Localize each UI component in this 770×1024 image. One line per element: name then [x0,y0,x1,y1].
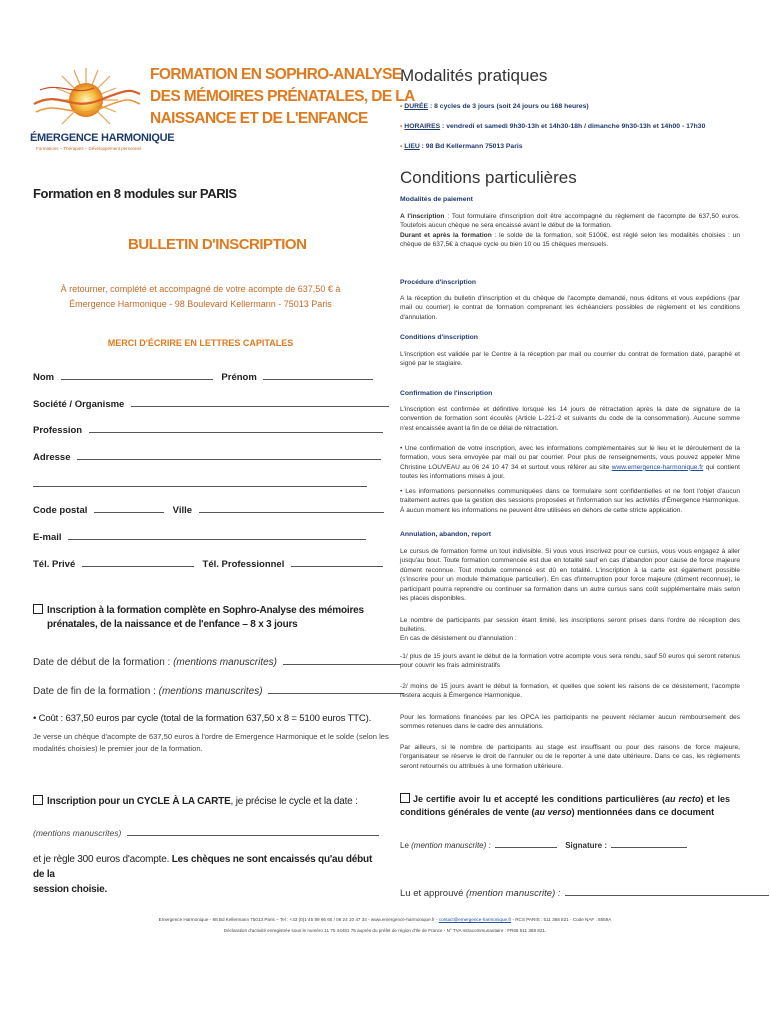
le-input[interactable] [495,838,557,848]
confirmation-link[interactable]: www.emergence-harmonique.fr [611,463,704,471]
date-debut-row [33,655,401,668]
regle-normal: et je règle 300 euros d'acompte. [33,854,170,865]
date-signature-row [400,838,687,850]
carte-mention-row [33,826,379,838]
conditions-title: Conditions particulières [400,168,577,187]
duree-label: DURÉE [404,103,429,110]
logo [30,60,175,158]
sun-logo-icon [30,60,142,140]
lu-mention: (mention manuscrite) : [466,888,561,899]
profession-row [33,423,383,436]
org-name: ÉMERGENCE HARMONIQUE [30,132,175,144]
ville-label: Ville [172,505,193,516]
option-carte-checkbox[interactable] [33,795,43,805]
nom-row [33,370,373,383]
title-line-1: FORMATION EN SOPHRO-ANALYSE [150,66,402,83]
horaires-text: : vendredi et samedi 9h30-13h et 14h30-18h / dimanche 9h30-13h et 14h00 - 17h30 [440,123,706,130]
modalites-list [400,97,745,157]
adresse-row [33,450,381,463]
duree-item: • DURÉE : 8 cycles de 3 jours (soit 24 jours ou 168 heures) [400,103,589,110]
option-full-formation [33,604,373,632]
regle-text [33,852,378,897]
adresse-label: Adresse [33,452,71,463]
profession-input[interactable] [89,423,383,433]
option-full-line-1: Inscription à la formation complète en Sophro-Analyse des mémoires [47,605,364,616]
tel-prive-input[interactable] [82,557,194,567]
annulation-p4: -1/ plus de 15 jours avant le début de la formation votre acompte vous sera rendu, sauf 50 euros qui seront retenus pour couvrir les frais administratifs [400,653,740,670]
certify-c: ) mentionnées dans ce document [571,807,715,817]
confirmation-p2 [400,444,740,482]
footer-line-2: Déclaration d'activité enregistrée sous le numéro 11 75 44481 75 auprès du préfet de région d'Ile de France - N° TVA Intracommunautaire : FR65 511 368 821. [223,928,547,933]
annulation-p5: -2/ moins de 15 jours avant le début la formation, et quelles que soient les raisons de ce désistement, l'acompte restera acquis à Émergence Harmonique. [400,683,740,700]
confirmation-p3: • Les informations personnelles communiquées dans ce formulaire sont confidentielles et ne font l'objet d'aucun traitement autres que la gestion des sessions proposées et l'information sur les activités d'Émergence Harmonique. À aucun moment les informations ne peuvent être utilisées en dehors de cette stricte application. [400,488,740,514]
lieu-label: LIEU [404,143,420,150]
cheque-line-2: modalités choisies) le premier jour de la formation. [33,744,203,753]
paiement-p1: : Tout formulaire d'inscription doit être accompagné du règlement de l'acompte de 637,50 euros. Toutefois aucun chèque ne sera encaissé avant le début de la formation. [400,213,740,230]
return-instructions [33,282,368,312]
le-mention: (mention manuscrite) : [411,841,491,850]
duree-text: : 8 cycles de 3 jours (soit 24 jours ou 168 heures) [428,103,589,110]
footer-email-link[interactable]: contact@emergence-harmonique.fr [438,917,512,922]
profession-label: Profession [33,425,83,436]
annulation-p1: Le cursus de formation forme un tout indivisible. Si vous vous inscrivez pour ce cursus, vous vous engagez à aller jusqu'au bout. Toute formation commencée est due en totalité sauf en cas d'abandon pour cause de force majeure dûment reconnue. Tout module commencé est dû en totalité. L'inscription à la carte est également possible (s'inscrire pour un module thématique particulier). En cas d'interruption pour force majeure (dûment reconnue), le participant pourra reprendre ou continuer sa formation dans un autre cursus sans coût supplémentaire mais selon les places disponibles. [400,548,740,603]
title-line-2: DES MÉMOIRES PRÉNATALES, DE LA [150,88,415,105]
date-debut-input[interactable] [283,655,401,665]
cout-text: • Coût : 637,50 euros par cycle (total de la formation 637,50 x 8 = 5100 euros TTC). [33,713,372,724]
ville-input[interactable] [199,503,384,513]
carte-input[interactable] [127,826,379,836]
adresse-input[interactable] [77,450,381,460]
certify-a: Je certifie avoir lu et accepté les conditions particulières ( [413,794,665,804]
confirmation-p2-a: • Une confirmation de votre inscription, avec les informations complémentaires sur le lieu et le déroulement de la formation, vous sera envoyée par mail ou par courrier. Pour plus de renseignements, vous pouvez appeler Mme Christine LOUVEAU au 06 24 10 47 34 et surtout vous référer au site [400,445,740,471]
procedure-title: Procédure d'inscription [400,279,477,286]
date-fin-row [33,684,404,697]
annulation-p2: Le nombre de participants par session étant limité, les inscriptions seront prises dans l'ordre de réception des bulletins. [400,617,740,634]
email-row [33,530,366,543]
option-carte-bold: Inscription pour un CYCLE À LA CARTE [47,796,231,807]
page-title [150,64,415,130]
prenom-label: Prénom [221,372,257,383]
footer-line-1-a: Emergence Harmonique - 98 Bd Kellermann 75013 Paris – Tel : +33 (0)1 45 89 66 60 / 06 24 10 47 34 - www.emergence-harmonique.fr - [158,917,439,922]
return-line-1: À retourner, complété et accompagné de votre acompte de 637,50 € à [60,284,341,294]
signature-label: Signature : [565,841,607,850]
adresse-line-2[interactable] [33,486,367,487]
societe-label: Société / Organisme [33,399,125,410]
capitals-note: MERCI D'ÉCRIRE EN LETTRES CAPITALES [107,338,294,348]
procedure-text: A la réception du bulletin d'inscription et du chèque de l'acompte demandé, nous éditons et vous expédions (par mail ou courrier) le contrat de formation comprenant les échéanciers possibles de règlement et les conditions d'annulation. [400,295,740,321]
code-postal-row [33,503,384,516]
regle-bold-2: session choisie. [33,884,108,895]
paiement-p1-bold: A l'inscription [400,213,445,220]
lieu-item: • LIEU : 98 Bd Kellermann 75013 Paris [400,143,523,150]
certify-block [400,793,730,819]
horaires-label: HORAIRES [404,123,441,130]
tel-row [33,557,383,570]
confirmation-p2-b: qui contient toutes les informations mises à jour. [400,463,740,481]
date-debut-label: Date de début de la formation : [33,657,171,668]
societe-row [33,397,389,410]
org-tagline: Formations – Thérapies – Développement personnel [36,146,141,151]
confirmation-title: Confirmation de l'inscription [400,390,493,397]
conditions-insc-text: L'inscription est validée par le Centre à la réception par mail ou courrier du contrat de formation daté, paraphé et signé par le stagiaire. [400,351,740,368]
footer-line-1-b: - RCS PARIS : 511 368 821 - Code NAF : 8559A [511,917,612,922]
confirmation-p1: L'inscription est confirmée et définitive lorsque les 14 jours de rétractation après la date de signature de la convention de formation sont écoulés (Article L-221-2 et suivants du code de la consommation). Aucune somme n'est encaissée avant la fin de ce délai de rétractation. [400,406,740,432]
tel-pro-label: Tél. Professionnel [202,559,285,570]
certify-verso: au verso [534,807,572,817]
option-full-checkbox[interactable] [33,604,43,614]
title-line-3: NAISSANCE ET DE L'ENFANCE [150,110,368,127]
paiement-p2: : le solde de la formation, soit 5100€, est réglé selon les modalités choisies : un chèque de 637,5€ à chaque cycle ou bien 10 ou 15 chèques mensuels. [400,231,741,249]
date-debut-mention: (mentions manuscrites) [173,657,278,668]
annulation-p3: En cas de désistement ou d'annulation : [400,635,517,642]
footer [0,914,770,936]
nom-input[interactable] [61,370,213,380]
form-title: BULLETIN D'INSCRIPTION [128,236,307,253]
certify-b: ) et les conditions générales de vente ( [400,794,731,817]
code-postal-input[interactable] [94,503,164,513]
option-carte-rest: , je précise le cycle et la date : [230,796,358,807]
footer-line-1 [0,914,770,925]
annulation-title: Annulation, abandon, report [400,531,491,538]
return-line-2: Émergence Harmonique - 98 Boulevard Kellermann - 75013 Paris [69,299,332,309]
lu-label: Lu et approuvé [400,888,464,899]
lieu-text: : 98 Bd Kellermann 75013 Paris [419,143,523,150]
date-fin-input[interactable] [268,684,404,694]
tel-prive-label: Tél. Privé [33,559,76,570]
cheque-line-1: Je verse un chèque d'acompte de 637,50 euros à l'ordre de Emergence Harmonique et le solde (selon les [33,732,389,741]
paiement-p2-bold: Durant et après la formation [400,231,492,239]
date-fin-label: Date de fin de la formation : [33,686,156,697]
date-fin-mention: (mentions manuscrites) [158,686,263,697]
option-a-la-carte [33,795,358,807]
societe-input[interactable] [131,397,389,407]
tel-pro-input[interactable] [291,557,383,567]
modalites-title: Modalités pratiques [400,66,548,85]
annulation-p6: Pour les formations financées par les OPCA les participants ne peuvent réclamer aucun remboursement des sommes retenues dans le cadre des annulations. [400,714,740,731]
le-label: Le [400,841,409,850]
annulation-p7: Par ailleurs, si le nombre de participants au stage est insuffisant ou pour des raisons de force majeure, l'organisateur se réserve le droit de l'annuler ou de le reporter à une date ultérieure. Dans ce cas, les règlements seront retournés ou attribués à une formation ultérieure. [400,744,740,770]
option-full-line-2: prénatales, de la naissance et de l'enfance – 8 x 3 jours [47,619,298,630]
cheque-text [33,731,389,755]
nom-label: Nom [33,372,55,383]
lu-approuve-row [400,886,769,899]
formation-subtitle: Formation en 8 modules sur PARIS [33,186,237,201]
lu-input[interactable] [565,886,769,896]
regle-bold-1: Les chèques ne sont encaissés qu'au début de la [33,854,373,880]
certify-recto: au recto [665,794,701,804]
conditions-insc-title: Conditions d'inscription [400,334,478,341]
horaires-item: • HORAIRES : vendredi et samedi 9h30-13h et 14h30-18h / dimanche 9h30-13h et 14h00 - 17h30 [400,123,706,130]
certify-checkbox[interactable] [400,793,410,803]
code-postal-label: Code postal [33,505,88,516]
paiement-title: Modalités de paiement [400,196,473,203]
prenom-input[interactable] [263,370,373,380]
email-input[interactable] [68,530,366,540]
signature-input[interactable] [611,838,687,848]
email-label: E-mail [33,532,62,543]
carte-mention: (mentions manuscrites) [33,828,122,838]
paiement-text [400,212,740,250]
